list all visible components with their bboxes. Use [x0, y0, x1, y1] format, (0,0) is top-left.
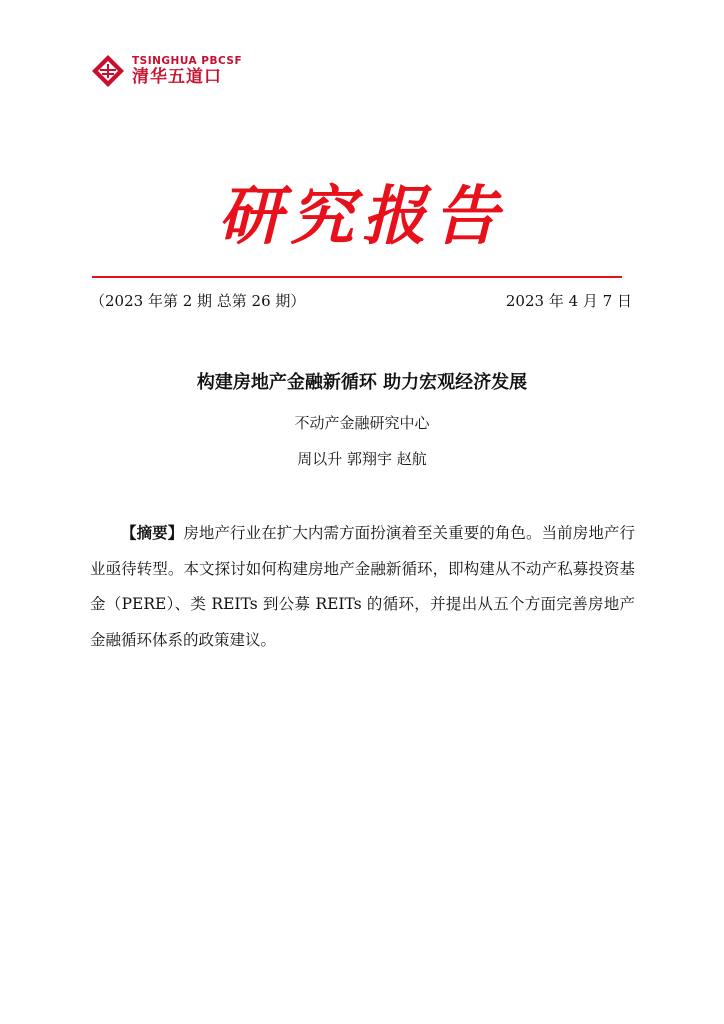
organization-name: 不动产金融研究中心 [294, 414, 430, 432]
report-title: 研究报告 [218, 179, 506, 254]
author-list: 周以升 郭翔宇 赵航 [297, 450, 427, 468]
pbcsf-emblem-icon [90, 53, 126, 89]
logo-chinese-text: 清华五道口 [132, 67, 222, 88]
logo-english-text: TSINGHUA PBCSF [132, 54, 243, 67]
header-divider [92, 276, 622, 278]
abstract-paragraph [90, 516, 635, 658]
issue-number: （2023 年第 2 期 总第 26 期） [90, 292, 306, 310]
article-title: 构建房地产金融新循环 助力宏观经济发展 [196, 372, 528, 393]
publication-date: 2023 年 4 月 7 日 [505, 292, 632, 310]
abstract-label: 【摘要】 [121, 524, 184, 542]
abstract-text: 房地产行业在扩大内需方面扮演着至关重要的角色。当前房地产行业亟待转型。本文探讨如何构建房地产金融新循环，即构建从不动产私募投资基金（PERE）、类 REITs 到公募 REITs 的循环，并提出从五个方面完善房地产金融循环体系的政策建议。 [90, 524, 635, 649]
tsinghua-pbcsf-logo [90, 52, 242, 90]
